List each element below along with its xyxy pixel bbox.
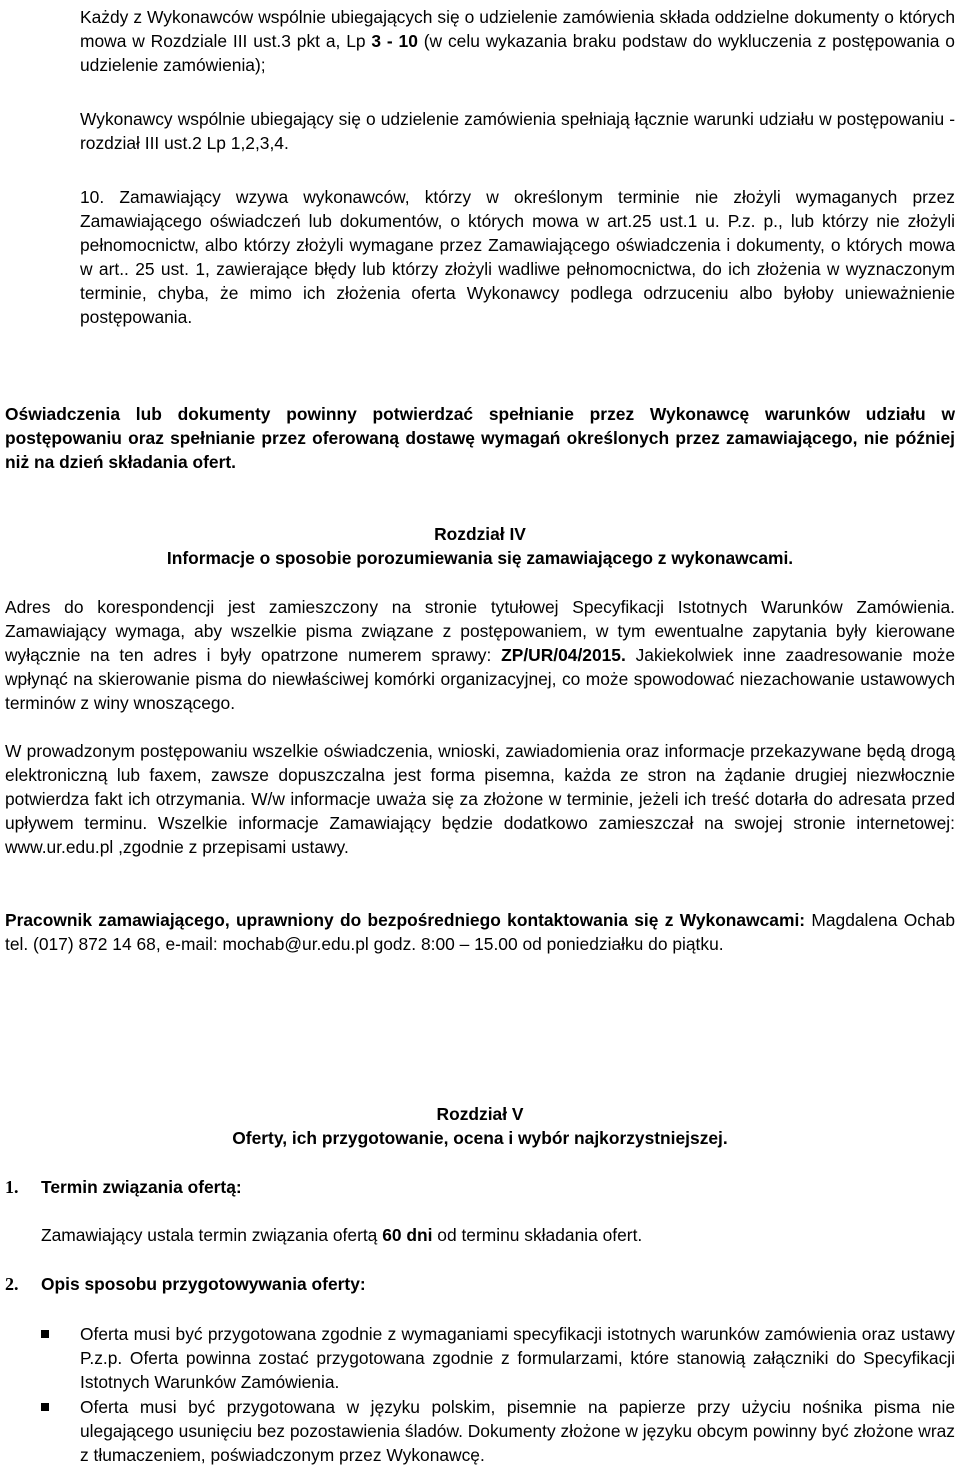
paragraph-electronic-communication: W prowadzonym postępowaniu wszelkie oświadczenia, wnioski, zawiadomienia oraz informacje przekazywane będą drogą elektroniczną lub faxem, zawsze dopuszczalna jest forma pisemna, każda ze stron na żądanie drugiej niezwłocznie potwierdza fakt ich otrzymania. W/w informacje uważa się za złożone w terminie, jeżeli ich treść dotarła do adresata przed upływem terminu. Wszelkie informacje Zamawiający będzie dodatkowo zamieszczał na swojej stronie internetowej: www.ur.edu.pl ,zgodnie z przepisami ustawy. bbox=[5, 741, 955, 857]
paragraph-declarations-bold: Oświadczenia lub dokumenty powinny potwierdzać spełnianie przez Wykonawcę warunków udziału w postępowaniu oraz spełnianie przez oferowaną dostawę wymagań określonych przez zamawiającego, nie później niż na dzień składania ofert. bbox=[5, 404, 955, 472]
paragraph-offer-validity bbox=[41, 1223, 955, 1247]
section-number: 1. bbox=[5, 1177, 19, 1197]
paragraph-text: Adres do korespondencji jest zamieszczony na stronie tytułowej Specyfikacji Istotnych Warunków Zamówienia. Zamawiający wymaga, aby wszelkie pisma związane z postępowaniem, w tym ewentualne zapytania były kierowane wyłącznie na ten adres i były opatrzone numerem sprawy: bbox=[5, 597, 955, 665]
chapter-5-title: Rozdział V bbox=[436, 1104, 524, 1124]
chapter-4-title: Rozdział IV bbox=[434, 524, 526, 544]
bullet-text: Oferta musi być przygotowana w języku polskim, pisemnie na papierze przy użyciu nośnika pisma nie ulegającego usunięciu bez pozostawienia śladów. Dokumenty złożone w języku obcym powinny być złożone wraz z tłumaczeniem, poświadczonym przez Wykonawcę. bbox=[80, 1397, 955, 1465]
bold-range: 3 - 10 bbox=[371, 31, 418, 51]
chapter-4-subtitle: Informacje o sposobie porozumiewania się zamawiającego z wykonawcami. bbox=[166, 548, 794, 568]
offer-validity-days: 60 dni bbox=[382, 1225, 433, 1245]
contact-label: Pracownik zamawiającego, uprawniony do bezpośredniego kontaktowania się z Wykonawcami: bbox=[5, 910, 806, 930]
paragraph-text: od terminu składania ofert. bbox=[432, 1225, 643, 1245]
section-title: Opis sposobu przygotowywania oferty: bbox=[41, 1274, 366, 1294]
bullet-text: Oferta musi być przygotowana zgodnie z wymaganiami specyfikacji istotnych warunków zamówienia oraz ustawy P.z.p. Oferta powinna zostać przygotowana zgodnie z formularzami, które stanowią załączniki do Specyfikacji Istotnych Warunków Zamówienia. bbox=[80, 1324, 955, 1392]
chapter-5-subtitle: Oferty, ich przygotowanie, ocena i wybór najkorzystniejszej. bbox=[232, 1128, 728, 1148]
paragraph-joint-conditions: Wykonawcy wspólnie ubiegający się o udzielenie zamówienia spełniają łącznie warunki udziału w postępowaniu - rozdział III ust.2 Lp 1,2,3,4. bbox=[80, 109, 955, 153]
paragraph-text: Każdy z Wykonawców wspólnie ubiegających się o udzielenie zamówienia składa oddzielne dokumenty o których mowa w Rozdziale III ust.3 pkt a, Lp bbox=[80, 7, 955, 51]
case-number: ZP/UR/04/2015. bbox=[501, 645, 626, 665]
section-number: 2. bbox=[5, 1274, 19, 1294]
section-title: Termin związania ofertą: bbox=[41, 1177, 242, 1197]
contact-details: Magdalena Ochab tel. (017) 872 14 68, e-mail: mochab@ur.edu.pl godz. 8:00 – 15.00 od poniedziałku do piątku. bbox=[5, 910, 955, 954]
paragraph-text: Jakiekolwiek inne zaadresowanie może wpłynąć na skierowanie pisma do niewłaściwej komórki organizacyjnej, co może spowodować niezachowanie ustawowych terminów z winy wnoszącego. bbox=[5, 645, 955, 713]
paragraph-text: Zamawiający ustala termin związania ofertą bbox=[41, 1225, 383, 1245]
square-bullet-icon bbox=[41, 1330, 49, 1338]
paragraph-correspondence-address bbox=[5, 595, 955, 715]
paragraph-point-10: 10. Zamawiający wzywa wykonawców, którzy w określonym terminie nie złożyli wymaganych przez Zamawiającego oświadczeń lub dokumentów, o których mowa w art.25 ust.1 u. P.z. p., lub którzy nie złożyli pełnomocnictw, albo którzy złożyli wymagane przez Zamawiającego oświadczenia i dokumenty, o których mowa w art.. 25 ust. 1, zawierające błędy lub którzy złożyli wadliwe pełnomocnictwa, do ich złożenia w wyznaczonym terminie, chyba, że mimo ich złożenia oferta Wykonawcy podlega odrzuceniu albo byłoby unieważnienie postępowania. bbox=[80, 187, 955, 327]
paragraph-contact-person bbox=[5, 908, 955, 956]
square-bullet-icon bbox=[41, 1403, 49, 1411]
paragraph-text: (w celu wykazania braku podstaw do wykluczenia z postępowania o udzielenie zamówienia); bbox=[80, 31, 955, 75]
paragraph-separate-documents bbox=[80, 5, 955, 77]
